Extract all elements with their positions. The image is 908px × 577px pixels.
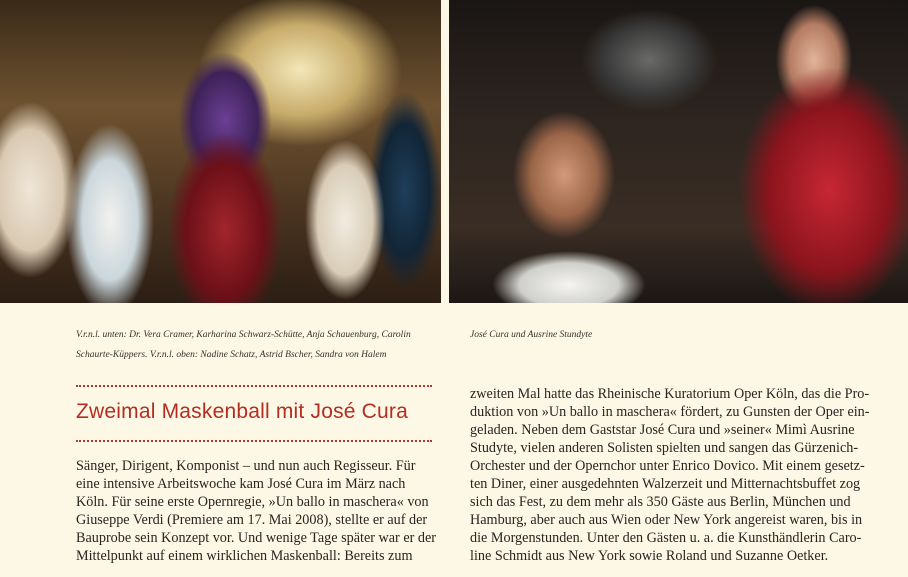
text-line: Studyte, vielen anderen Solisten spielten und sangen das Gürzenich- bbox=[470, 440, 859, 456]
text-line: Orchester und der Opernchor unter Enrico Dovico. Mit einem gesetz- bbox=[470, 458, 865, 474]
text-line: Sänger, Dirigent, Komponist – und nun auch Regisseur. Für bbox=[76, 458, 416, 474]
text-line: line Schmidt aus New York sowie Roland und Suzanne Oetker. bbox=[470, 548, 829, 564]
text-line: Giuseppe Verdi (Premiere am 17. Mai 2008), stellte er auf der bbox=[76, 512, 428, 528]
text-line: duktion von »Un ballo in maschera« fördert, zu Gunsten der Oper ein- bbox=[470, 404, 870, 420]
dotted-rule-top bbox=[76, 385, 432, 387]
text-line: zweiten Mal hatte das Rheinische Kuratorium Oper Köln, das die Pro- bbox=[470, 386, 870, 402]
caption-line: Schaurte-Küppers. V.r.n.l. oben: Nadine Schatz, Astrid Bscher, Sandra von Halem bbox=[76, 350, 387, 360]
article-body-right-column bbox=[470, 385, 880, 565]
text-line: Bauprobe sein Konzept vor. Und wenige Tage später war er der bbox=[76, 530, 437, 546]
article-body-left-column bbox=[76, 457, 436, 565]
text-line: eine intensive Arbeitswoche kam José Cura im März nach bbox=[76, 476, 406, 492]
cura-stundyte-photo bbox=[449, 0, 908, 303]
group-photo bbox=[0, 0, 441, 303]
text-line: Köln. Für seine erste Opernregie, »Un ballo in maschera« von bbox=[76, 494, 429, 510]
text-line: ten Diner, einer ausgedehnten Walzerzeit und Mitternachtsbuffet zog bbox=[470, 476, 861, 492]
text-line: geladen. Neben dem Gaststar José Cura und »seiner« Mimì Ausrine bbox=[470, 422, 855, 438]
text-line: Hamburg, aber auch aus Wien oder New York angereist waren, bis in bbox=[470, 512, 863, 528]
group-photo-caption bbox=[76, 325, 436, 365]
cura-photo-caption: José Cura und Ausrine Stundyte bbox=[470, 330, 593, 340]
caption-line: V.r.n.l. unten: Dr. Vera Cramer, Karharina Schwarz-Schütte, Anja Schauenburg, Carolin bbox=[76, 330, 411, 340]
dotted-rule-bottom bbox=[76, 440, 432, 442]
text-line: Mittelpunkt auf einem wirklichen Maskenball: Bereits zum bbox=[76, 548, 413, 564]
text-line: sich das Fest, zu dem mehr als 350 Gäste aus Berlin, München und bbox=[470, 494, 851, 510]
photo-gutter bbox=[441, 0, 449, 303]
text-line: die Morgenstunden. Unter den Gästen u. a. die Kunsthändlerin Caro- bbox=[470, 530, 862, 546]
article-title: Zweimal Maskenball mit José Cura bbox=[76, 400, 409, 423]
